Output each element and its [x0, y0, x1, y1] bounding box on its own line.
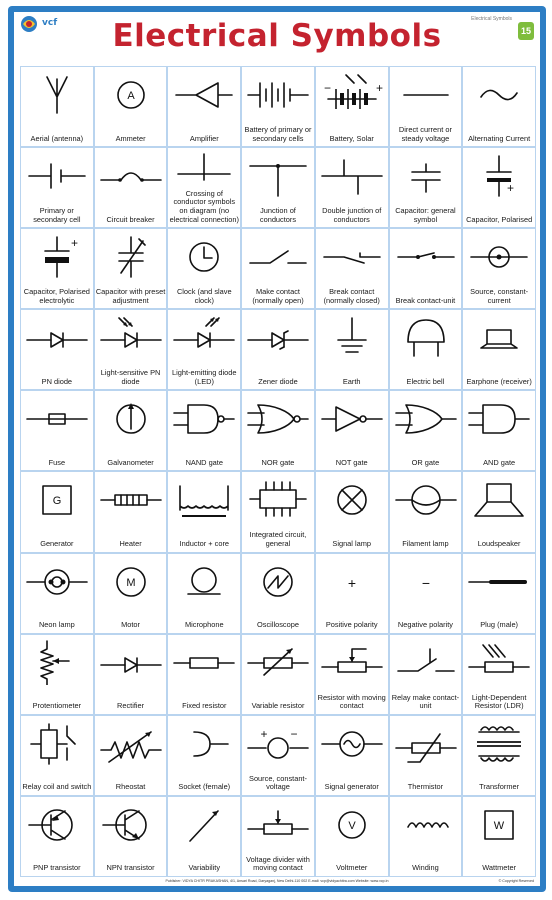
symbol-cell	[168, 472, 240, 551]
chart-number-badge: 15	[518, 22, 534, 40]
publisher-footer: Publisher: VIDYA CHITR PRAKASHAN, 4/1, Ansari Road, Daryaganj, New Delhi-110 002 E-mail: vcp@vidyachitra.com Website: www.vcp.in	[165, 879, 389, 883]
symbol-label: Clock (and slave clock)	[176, 287, 232, 305]
symbol-label: Light-Dependent Resistor (LDR)	[471, 692, 527, 711]
symbol-cell	[168, 716, 240, 795]
symbol-cell	[463, 635, 535, 714]
symbol-cell	[242, 797, 314, 876]
symbol-glyph: G	[52, 495, 62, 508]
symbol-cell	[316, 391, 388, 470]
battery-icon	[244, 71, 312, 117]
wattmeter-icon	[465, 801, 533, 847]
symbol-cell	[463, 472, 535, 551]
zener-diode-icon	[244, 314, 312, 360]
junction-icon	[244, 152, 312, 198]
generator-icon	[23, 476, 91, 522]
symbol-label: Source, constant-current	[470, 287, 529, 305]
symbol-cell	[242, 391, 314, 470]
symbol-label: Fixed resistor	[182, 701, 227, 711]
preset-capacitor-icon	[97, 233, 165, 279]
symbol-label: Junction of conductors	[259, 206, 297, 224]
symbol-cell	[21, 67, 93, 146]
symbol-label: Relay coil and switch	[22, 782, 92, 792]
symbol-label: NPN transistor	[106, 863, 155, 873]
symbol-cell	[21, 554, 93, 633]
aerial-icon	[23, 71, 91, 117]
symbol-cell	[390, 472, 462, 551]
symbol-cell	[463, 797, 535, 876]
symbol-cell	[463, 229, 535, 308]
symbol-cell	[463, 391, 535, 470]
symbol-label: Inductor + core	[179, 539, 230, 548]
symbol-label: Plug (male)	[480, 620, 519, 630]
symbol-label: Rectifier	[117, 701, 145, 711]
symbol-cell	[168, 148, 240, 227]
symbol-label: Signal generator	[324, 782, 379, 792]
symbol-cell	[390, 635, 462, 714]
symbol-cell	[390, 797, 462, 876]
electrolytic-capacitor-icon	[23, 233, 91, 279]
symbol-cell	[242, 472, 314, 551]
signal-lamp-icon	[318, 476, 386, 522]
signal-generator-icon	[318, 720, 386, 766]
symbol-glyph: M	[126, 576, 136, 589]
circuit-breaker-icon	[97, 152, 165, 198]
current-source-icon	[465, 233, 533, 279]
symbol-cell	[316, 310, 388, 389]
symbol-glyph: +	[71, 236, 79, 251]
not-gate-icon	[318, 395, 386, 441]
symbol-cell	[168, 67, 240, 146]
symbol-label: Electric bell	[406, 376, 445, 386]
solar-battery-icon	[318, 71, 386, 117]
earth-icon	[318, 314, 386, 360]
symbol-label: Rheostat	[115, 782, 146, 792]
copyright-note: © Copyright Reserved	[498, 879, 534, 883]
page-title: Electrical Symbols	[112, 18, 442, 54]
nand-gate-icon	[170, 395, 238, 441]
symbol-cell	[316, 554, 388, 633]
symbol-cell	[390, 310, 462, 389]
symbol-label: Direct current or steady voltage	[398, 124, 452, 143]
symbol-label: Break contact (normally closed)	[323, 287, 380, 305]
symbol-label: Microphone	[184, 620, 224, 630]
symbol-label: Integrated circuit, general	[249, 530, 307, 548]
ldr-icon	[465, 639, 533, 685]
inductor-core-icon	[170, 476, 238, 522]
symbol-label: Crossing of conductor symbols on diagram (no electrical connection)	[169, 188, 239, 224]
symbol-label: Resistor with moving contact	[317, 692, 386, 711]
symbol-cell	[95, 472, 167, 551]
symbol-glyph: +	[507, 181, 515, 196]
symbol-label: Aerial (antenna)	[30, 133, 84, 143]
pn-diode-icon	[23, 314, 91, 360]
symbol-label: Loudspeaker	[477, 539, 521, 548]
symbol-label: Negative polarity	[397, 620, 453, 630]
symbol-cell	[242, 635, 314, 714]
symbol-label: Earphone (receiver)	[466, 376, 532, 386]
plug-icon	[465, 558, 533, 604]
voltmeter-icon	[318, 801, 386, 847]
symbol-label: Capacitor with preset adjustment	[95, 287, 166, 305]
symbol-label: Thermistor	[407, 782, 444, 792]
photodiode-icon	[97, 314, 165, 360]
symbol-label: Oscilloscope	[257, 620, 299, 630]
symbol-label: PN diode	[41, 376, 73, 386]
bell-icon	[392, 314, 460, 360]
symbol-cell	[21, 472, 93, 551]
nor-gate-icon	[244, 395, 312, 441]
symbol-cell	[316, 148, 388, 227]
symbol-glyph: V	[348, 819, 356, 832]
symbol-cell	[390, 67, 462, 146]
symbol-cell	[316, 635, 388, 714]
symbol-cell	[316, 472, 388, 551]
pnp-transistor-icon	[23, 801, 91, 847]
voltage-source-icon	[244, 720, 312, 766]
and-gate-icon	[465, 395, 533, 441]
symbol-cell	[316, 797, 388, 876]
symbol-cell	[168, 391, 240, 470]
symbol-cell	[390, 148, 462, 227]
amplifier-icon	[170, 71, 238, 117]
transformer-icon	[465, 720, 533, 766]
ammeter-icon	[97, 71, 165, 117]
symbol-cell	[95, 716, 167, 795]
symbol-label: Motor	[121, 620, 141, 630]
rheostat-icon	[97, 720, 165, 766]
symbol-cell	[390, 229, 462, 308]
symbol-label: Transformer	[479, 782, 520, 792]
symbol-cell	[390, 391, 462, 470]
symbol-glyph: A	[127, 90, 135, 102]
variable-resistor-icon	[244, 639, 312, 685]
symbol-label: Variability	[188, 863, 221, 873]
symbol-label: Protentiometer	[32, 701, 82, 711]
symbol-label: Double junction of conductors	[322, 206, 382, 224]
heater-icon	[97, 476, 165, 522]
symbol-cell	[463, 148, 535, 227]
symbol-cell	[242, 554, 314, 633]
alternating-current-icon	[465, 71, 533, 117]
symbol-cell	[168, 797, 240, 876]
galvanometer-icon	[97, 395, 165, 441]
symbol-label: Socket (female)	[178, 782, 231, 792]
fixed-resistor-icon	[170, 639, 238, 685]
symbol-label: Circuit breaker	[106, 214, 155, 224]
symbol-label: Voltmeter	[336, 863, 368, 873]
symbol-cell	[316, 67, 388, 146]
symbol-cell	[95, 554, 167, 633]
variability-icon	[170, 801, 238, 847]
earphone-icon	[465, 314, 533, 360]
symbol-label: NOT gate	[335, 457, 368, 467]
symbol-label: Heater	[119, 539, 142, 548]
oscilloscope-icon	[244, 558, 312, 604]
symbol-cell	[95, 229, 167, 308]
thermistor-icon	[392, 720, 460, 766]
symbol-label: Capacitor: general symbol	[395, 206, 456, 224]
positive-polarity-icon	[318, 558, 386, 604]
symbol-label: Neon lamp	[38, 620, 75, 630]
symbol-glyph: −	[323, 81, 331, 95]
capacitor-icon	[392, 152, 460, 198]
or-gate-icon	[392, 395, 460, 441]
symbol-cell	[168, 310, 240, 389]
symbol-label: Variable resistor	[251, 701, 305, 711]
symbol-label: Earth	[342, 376, 361, 386]
symbol-cell	[463, 554, 535, 633]
symbol-label: Make contact (normally open)	[252, 287, 304, 305]
symbol-label: Zener diode	[258, 376, 298, 386]
symbol-glyph: +	[375, 81, 383, 95]
symbol-label: Light-emitting diode (LED)	[172, 368, 237, 386]
symbol-cell	[95, 310, 167, 389]
symbol-cell	[242, 67, 314, 146]
led-icon	[170, 314, 238, 360]
symbol-label: Relay make contact-unit	[391, 692, 460, 711]
poster-frame	[8, 6, 546, 892]
symbol-cell	[242, 310, 314, 389]
symbol-label: Ammeter	[115, 133, 146, 143]
symbol-cell	[21, 635, 93, 714]
symbol-glyph: +	[347, 574, 356, 591]
potentiometer-icon	[23, 639, 91, 685]
symbol-cell	[21, 310, 93, 389]
symbol-label: Primary or secondary cell	[33, 206, 81, 224]
logo-text: vcf	[42, 18, 58, 28]
symbol-cell	[242, 716, 314, 795]
symbol-label: Light-sensitive PN diode	[100, 368, 161, 386]
symbol-label: Battery, Solar	[329, 133, 374, 143]
symbol-cell	[168, 635, 240, 714]
symbol-label: Signal lamp	[332, 539, 372, 548]
symbol-label: Capacitor, Polarised	[466, 214, 533, 224]
symbol-cell	[463, 310, 535, 389]
rectifier-icon	[97, 639, 165, 685]
symbol-label: Capacitor, Polarised electrolytic	[23, 287, 90, 305]
symbol-label: Voltage divider with moving contact	[246, 854, 310, 873]
relay-make-contact-icon	[392, 639, 460, 685]
symbol-cell	[95, 797, 167, 876]
voltage-divider-icon	[244, 801, 312, 847]
poster-sheet	[14, 12, 540, 886]
filament-lamp-icon	[392, 476, 460, 522]
symbol-cell	[21, 391, 93, 470]
integrated-circuit-icon	[244, 476, 312, 522]
symbol-label: Galvanometer	[107, 457, 154, 467]
symbol-glyph: W	[494, 819, 505, 832]
symbol-label: Battery of primary or secondary cells	[244, 124, 312, 143]
symbol-cell	[242, 229, 314, 308]
symbol-cell	[168, 229, 240, 308]
symbol-cell	[316, 229, 388, 308]
symbols-grid	[20, 66, 536, 877]
symbol-label: Winding	[412, 863, 439, 873]
symbol-label: Alternating Current	[468, 133, 531, 143]
symbol-label: Generator	[40, 539, 74, 548]
symbol-cell	[21, 229, 93, 308]
symbol-cell	[95, 148, 167, 227]
clock-icon	[170, 233, 238, 279]
symbol-glyph: −	[421, 574, 430, 591]
double-junction-icon	[318, 152, 386, 198]
polarised-capacitor-icon	[465, 152, 533, 198]
socket-icon	[170, 720, 238, 766]
symbol-label: NAND gate	[185, 457, 223, 467]
symbol-cell	[21, 716, 93, 795]
negative-polarity-icon	[392, 558, 460, 604]
cell-icon	[23, 152, 91, 198]
symbol-glyph: −	[290, 726, 298, 741]
neon-lamp-icon	[23, 558, 91, 604]
symbol-cell	[168, 554, 240, 633]
symbol-cell	[242, 148, 314, 227]
header-subtitle: Electrical Symbols	[471, 16, 512, 22]
motor-icon	[97, 558, 165, 604]
symbol-label: NOR gate	[261, 457, 295, 467]
symbol-label: Break contact-unit	[395, 295, 456, 305]
symbol-label: OR gate	[411, 457, 440, 467]
symbol-cell	[463, 67, 535, 146]
break-contact-icon	[318, 233, 386, 279]
symbol-label: Filament lamp	[402, 539, 449, 548]
resistor-moving-contact-icon	[318, 639, 386, 685]
break-contact-unit-icon	[392, 233, 460, 279]
symbol-label: Fuse	[48, 457, 66, 467]
symbol-label: AND gate	[483, 457, 516, 467]
symbol-cell	[463, 716, 535, 795]
winding-icon	[392, 801, 460, 847]
symbol-label: Amplifier	[189, 133, 219, 143]
symbol-cell	[390, 554, 462, 633]
symbol-label: Positive polarity	[325, 620, 378, 630]
symbol-cell	[21, 797, 93, 876]
symbol-cell	[95, 67, 167, 146]
symbol-label: Wattmeter	[482, 863, 517, 873]
loudspeaker-icon	[465, 476, 533, 522]
symbol-cell	[390, 716, 462, 795]
npn-transistor-icon	[97, 801, 165, 847]
fuse-icon	[23, 395, 91, 441]
symbol-cell	[21, 148, 93, 227]
microphone-icon	[170, 558, 238, 604]
symbol-cell	[95, 391, 167, 470]
direct-current-icon	[392, 71, 460, 117]
relay-coil-icon	[23, 720, 91, 766]
symbol-glyph: +	[260, 726, 268, 741]
make-contact-icon	[244, 233, 312, 279]
symbol-cell	[95, 635, 167, 714]
symbol-cell	[316, 716, 388, 795]
symbol-label: PNP transistor	[33, 863, 81, 873]
symbol-label: Source, constant-voltage	[249, 773, 307, 792]
